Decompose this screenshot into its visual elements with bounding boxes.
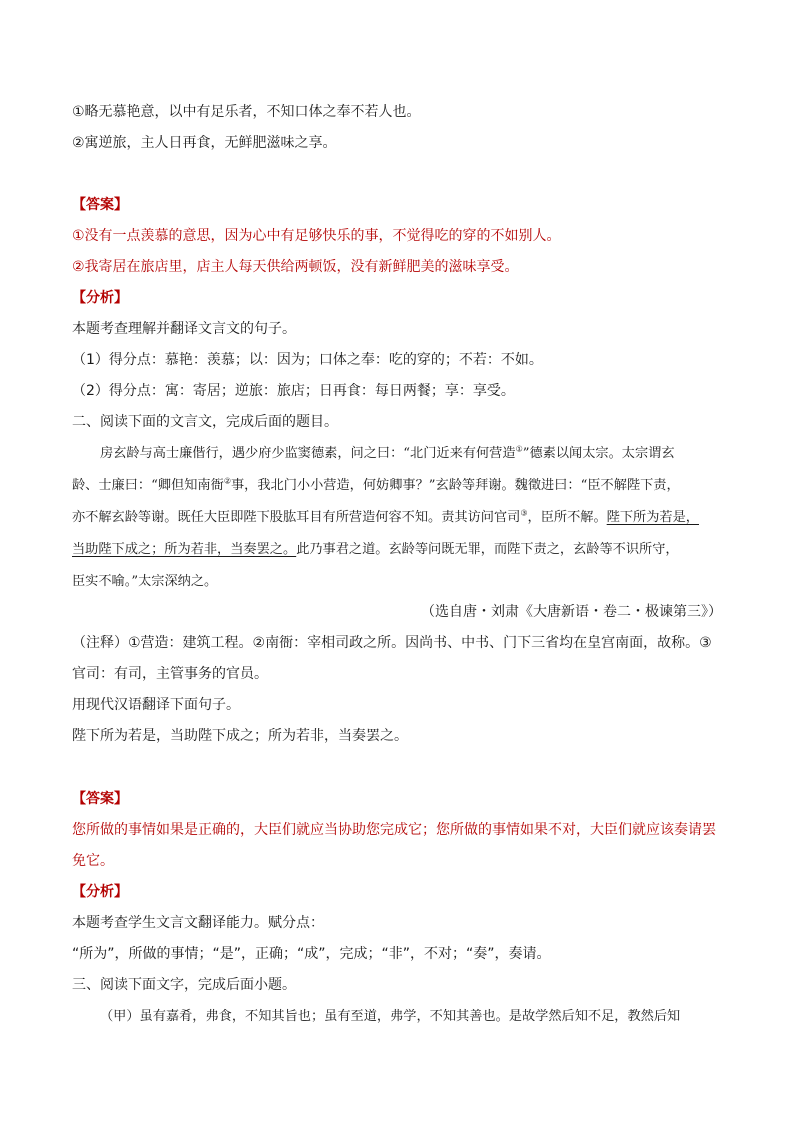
classical-text-line-3: 亦不解玄龄等谢。既任大臣即陛下股肱耳目有所营造何容不知。责其访问官司③，臣所不解。陛下所为若是，: [72, 508, 699, 525]
underlined-sentence-part-2: 当助陛下成之；所为若非，当奏罢之。: [72, 542, 297, 557]
classical-text-line-5: 臣实不喻。”太宗深纳之。: [72, 574, 218, 589]
answer-line-2: ②我寄居在旅店里，店主人每天供给两顿饭，没有新鲜肥美的滋味享受。: [72, 259, 519, 275]
underlined-sentence-part-1: 陛下所为若是，: [606, 510, 699, 525]
section-heading-2: 二、阅读下面的文言文，完成后面的题目。: [72, 414, 338, 430]
note-line-2: 官司：有司，主管事务的官员。: [72, 666, 268, 682]
answer-label-2: 【答案】: [72, 791, 128, 807]
answer-2-line-1: 您所做的事情如果是正确的，大臣们就应当协助您完成它；您所做的事情如果不对，大臣们就应该奏请罢: [72, 822, 716, 838]
answer-2-line-2: 免它。: [72, 853, 114, 869]
analysis-line-2: （1）得分点：慕艳：羡慕；以：因为；口体之奉：吃的穿的；不若：不如。: [72, 352, 543, 368]
analysis-line-1: 本题考查理解并翻译文言文的句子。: [72, 321, 296, 337]
analysis-2-line-2: “所为”，所做的事情；“是”，正确；“成”，完成；“非”，不对；“奏”，奏请。: [72, 946, 551, 962]
question-sentence-1: ①略无慕艳意，以中有足乐者，不知口体之奉不若人也。: [72, 104, 421, 120]
question-sentence-2: ②寓逆旅，主人日再食，无鲜肥滋味之享。: [72, 135, 337, 151]
classical-text-line-1: 房玄龄与高士廉偕行，遇少府少监窦德素，问之曰：“北门近来有何营造①”德素以闻太宗。太宗谓玄: [100, 444, 675, 461]
sentence-to-translate: 陛下所为若是，当助陛下成之；所为若非，当奏罢之。: [72, 728, 408, 744]
classical-text-line-2: 龄、士廉曰：“卿但知南衙②事，我北门小小营造，何妨卿事？”玄龄等拜谢。魏徵进曰：“臣不解陛下责，: [72, 476, 680, 493]
note-line-1: （注释）①营造：建筑工程。②南衙：宰相司政之所。因尚书、中书、门下三省均在皇宫南面，故称。③: [72, 635, 712, 651]
analysis-label-2: 【分析】: [72, 884, 128, 900]
section-heading-3: 三、阅读下面文字，完成后面小题。: [72, 977, 296, 993]
task-instruction: 用现代汉语翻译下面句子。: [72, 697, 240, 713]
answer-line-1: ①没有一点羡慕的意思，因为心中有足够快乐的事，不觉得吃的穿的不如别人。: [72, 228, 561, 244]
classical-text-line-4: 当助陛下成之；所为若非，当奏罢之。此乃事君之道。玄龄等问既无罪，而陛下责之，玄龄等不识所守，: [72, 542, 679, 557]
analysis-line-3: （2）得分点：寓：寄居；逆旅：旅店；日再食：每日两餐；享：享受。: [72, 383, 515, 399]
analysis-label: 【分析】: [72, 290, 128, 306]
analysis-2-line-1: 本题考查学生文言文翻译能力。赋分点：: [72, 915, 324, 931]
classical-text-3-line-1: （甲）虽有嘉肴，弗食，不知其旨也；虽有至道，弗学，不知其善也。是故学然后知不足，教然后知: [100, 1009, 681, 1024]
answer-label: 【答案】: [72, 197, 128, 213]
source-citation: （选自唐・刘肃《大唐新语・卷二・极谏第三》）: [421, 604, 722, 620]
